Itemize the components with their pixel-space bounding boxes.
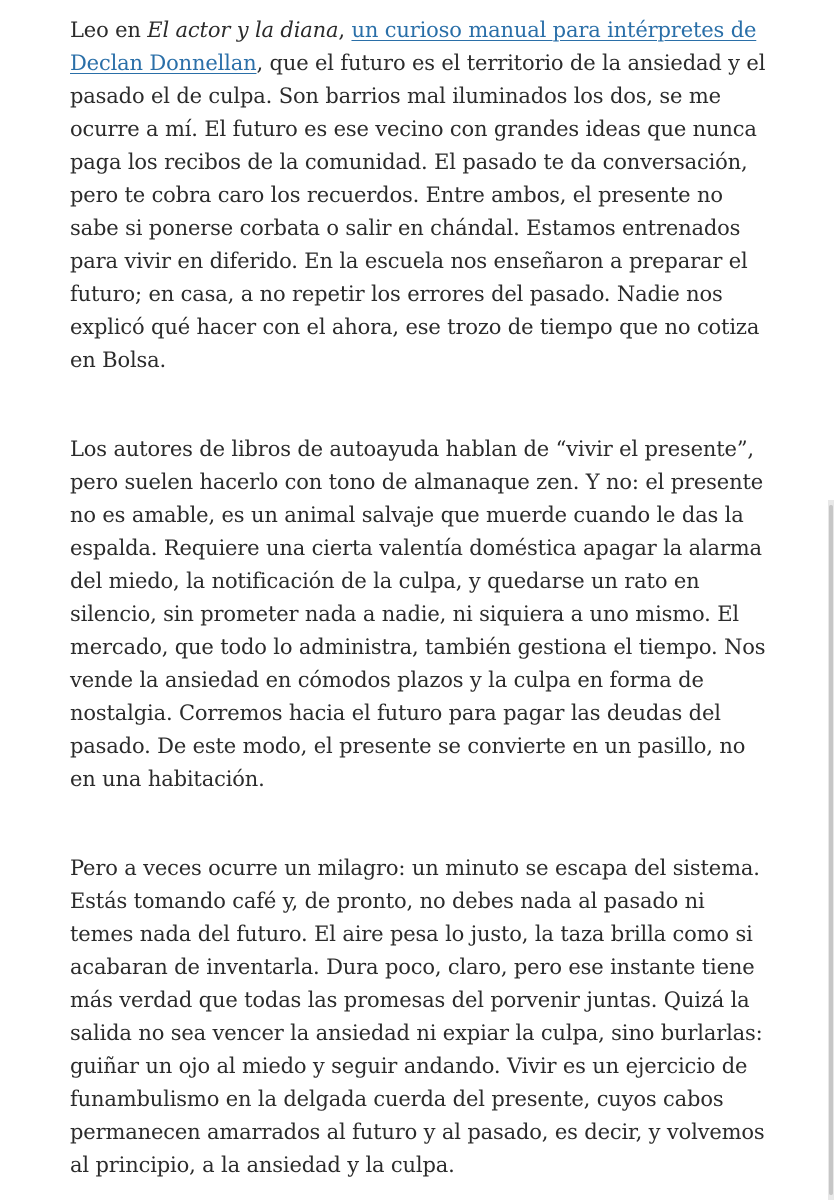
paragraph-1 [70,14,770,377]
book-title: El actor y la diana [147,18,339,42]
paragraph-1-comma: , [338,18,352,42]
paragraph-3: Pero a veces ocurre un milagro: un minuto se escapa del sistema. Estás tomando café y, de pronto, no debes nada al pasado ni temes nada del futuro. El aire pesa lo justo, la taza brilla como si acabaran de inventarla. Dura poco, claro, pero ese instante tiene más verdad que todas las promesas del porvenir juntas. Quizá la salida no sea vencer la ansiedad ni expiar la culpa, sino burlarlas: guiñar un ojo al miedo y seguir andando. Vivir es un ejercicio de funambulismo en la delgada cuerda del presente, cuyos cabos permanecen amarrados al futuro y al pasado, es decir, y volvemos al principio, a la ansiedad y la culpa. [70,856,765,1177]
article-body [70,14,770,1182]
paragraph-1-intro: Leo en [70,18,148,42]
paragraph-1-text: , que el futuro es el territorio de la ansiedad y el pasado el de culpa. Son barrios mal iluminados los dos, se me ocurre a mí. El futuro es ese vecino con grandes ideas que nunca paga los recibos de la comunidad. El pasado te da conversación, pero te cobra caro los recuerdos. Entre ambos, el presente no sabe si ponerse corbata o salir en chándal. Estamos entrenados para vivir en diferido. En la escuela nos enseñaron a preparar el futuro; en casa, a no repetir los errores del pasado. Nadie nos explicó qué hacer con el ahora, ese trozo de tiempo que no cotiza en Bolsa. [70,51,766,372]
scrollbar-thumb[interactable] [829,505,833,1195]
paragraph-2: Los autores de libros de autoayuda hablan de “vivir el presente”, pero suelen hacerlo con tono de almanaque zen. Y no: el presente no es amable, es un animal salvaje que muerde cuando le das la espalda. Requiere una cierta valentía doméstica apagar la alarma del miedo, la notificación de la culpa, y quedarse un rato en silencio, sin prometer nada a nadie, ni siquiera a uno mismo. El mercado, que todo lo administra, también gestiona el tiempo. Nos vende la ansiedad en cómodos plazos y la culpa en forma de nostalgia. Corremos hacia el futuro para pagar las deudas del pasado. De este modo, el presente se convierte en un pasillo, no en una habitación. [70,437,766,791]
manual-link[interactable]: un curioso manual para intérpretes de Declan Donnellan [70,18,757,75]
